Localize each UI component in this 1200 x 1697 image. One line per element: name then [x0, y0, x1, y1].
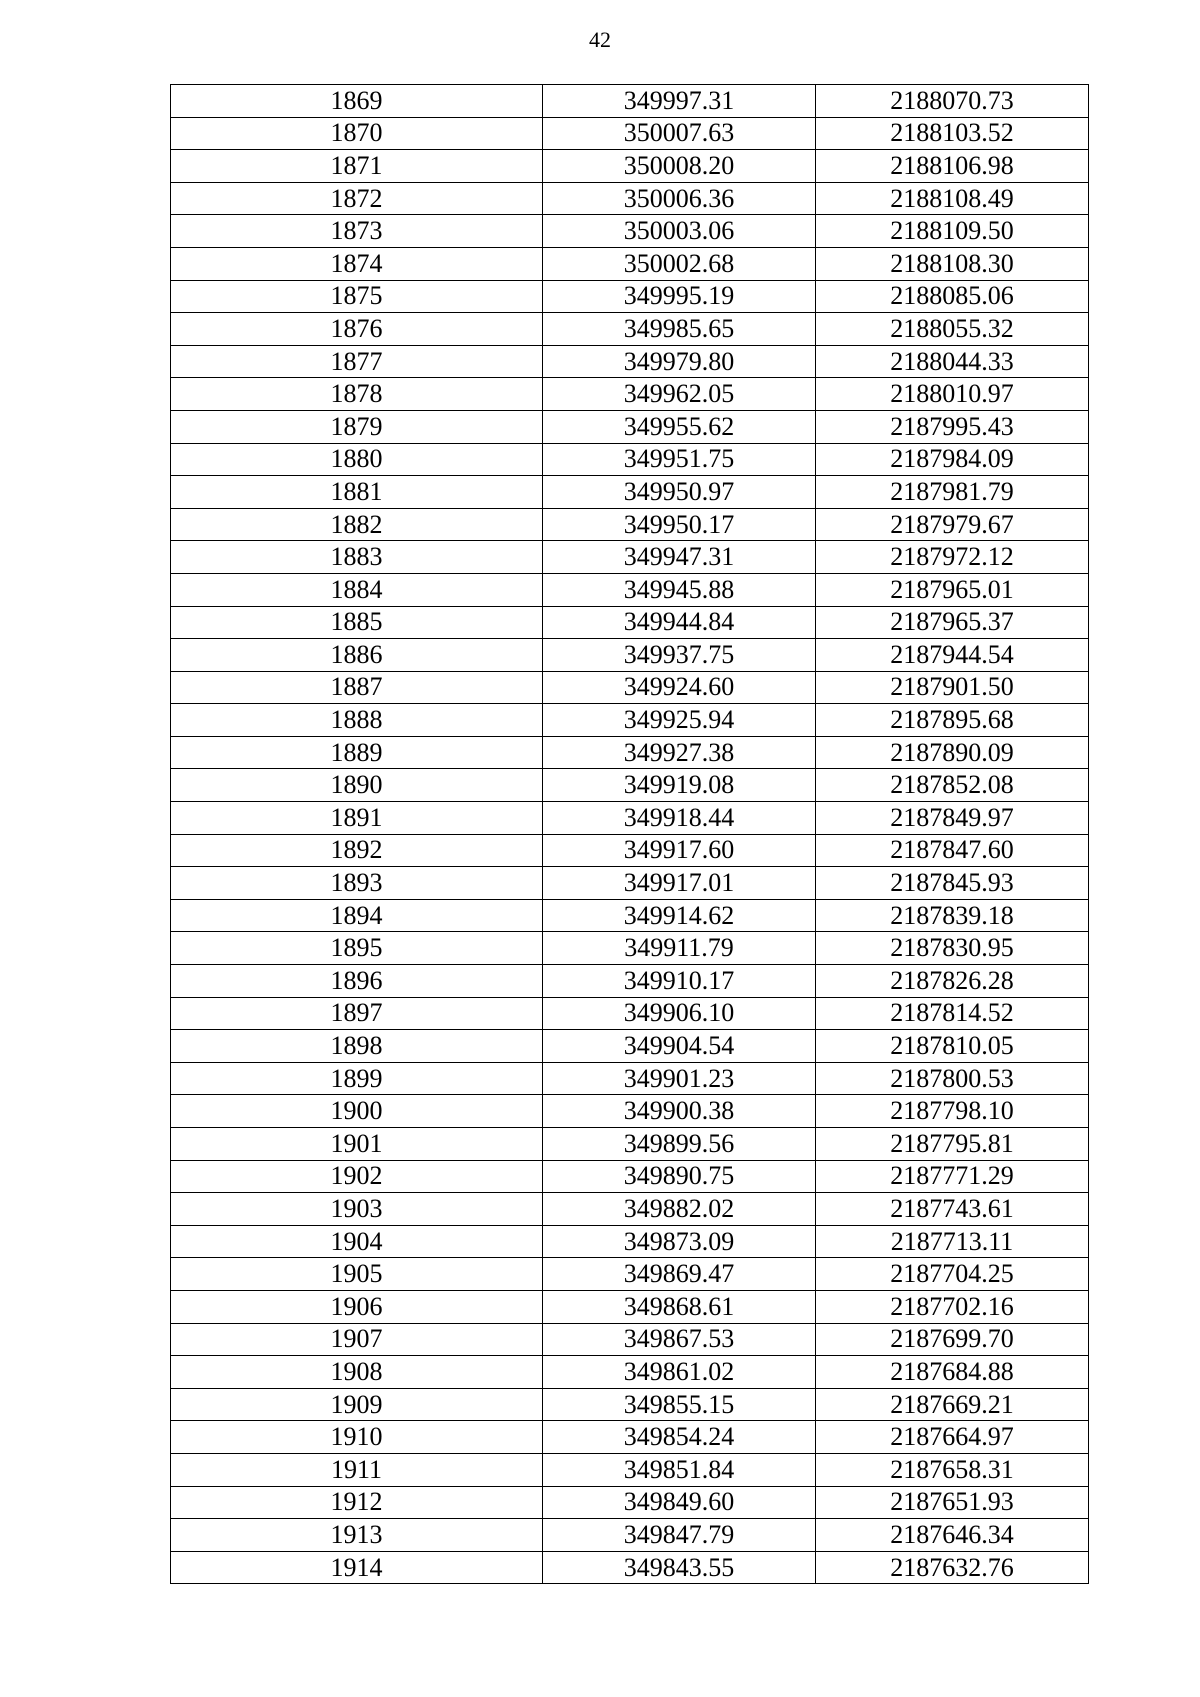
y-coordinate-cell: 2188108.49 [816, 182, 1089, 215]
table-row [171, 932, 1089, 965]
table-row [171, 508, 1089, 541]
y-coordinate-cell: 2187704.25 [816, 1258, 1089, 1291]
table-row [171, 117, 1089, 150]
point-number-cell: 1892 [171, 834, 543, 867]
table-row [171, 1193, 1089, 1226]
table-row [171, 769, 1089, 802]
y-coordinate-cell: 2188055.32 [816, 313, 1089, 346]
table-row [171, 1551, 1089, 1584]
y-coordinate-cell: 2188070.73 [816, 85, 1089, 118]
x-coordinate-cell: 349867.53 [543, 1323, 816, 1356]
table-row [171, 443, 1089, 476]
table-row [171, 1323, 1089, 1356]
coordinates-table [170, 84, 1089, 1584]
point-number-cell: 1897 [171, 997, 543, 1030]
y-coordinate-cell: 2187895.68 [816, 704, 1089, 737]
y-coordinate-cell: 2188085.06 [816, 280, 1089, 313]
point-number-cell: 1902 [171, 1160, 543, 1193]
point-number-cell: 1889 [171, 736, 543, 769]
point-number-cell: 1912 [171, 1486, 543, 1519]
table-row [171, 965, 1089, 998]
y-coordinate-cell: 2187684.88 [816, 1356, 1089, 1389]
point-number-cell: 1876 [171, 313, 543, 346]
x-coordinate-cell: 350008.20 [543, 150, 816, 183]
x-coordinate-cell: 349918.44 [543, 802, 816, 835]
y-coordinate-cell: 2187965.37 [816, 606, 1089, 639]
point-number-cell: 1871 [171, 150, 543, 183]
x-coordinate-cell: 349854.24 [543, 1421, 816, 1454]
y-coordinate-cell: 2187669.21 [816, 1388, 1089, 1421]
y-coordinate-cell: 2187830.95 [816, 932, 1089, 965]
y-coordinate-cell: 2188103.52 [816, 117, 1089, 150]
table-row [171, 639, 1089, 672]
x-coordinate-cell: 349901.23 [543, 1062, 816, 1095]
table-row [171, 1388, 1089, 1421]
point-number-cell: 1888 [171, 704, 543, 737]
y-coordinate-cell: 2187944.54 [816, 639, 1089, 672]
point-number-cell: 1914 [171, 1551, 543, 1584]
y-coordinate-cell: 2187795.81 [816, 1128, 1089, 1161]
y-coordinate-cell: 2188108.30 [816, 247, 1089, 280]
x-coordinate-cell: 349900.38 [543, 1095, 816, 1128]
table-row [171, 1290, 1089, 1323]
y-coordinate-cell: 2187658.31 [816, 1453, 1089, 1486]
point-number-cell: 1869 [171, 85, 543, 118]
coordinates-table-body [171, 85, 1089, 1584]
point-number-cell: 1911 [171, 1453, 543, 1486]
x-coordinate-cell: 349979.80 [543, 345, 816, 378]
point-number-cell: 1880 [171, 443, 543, 476]
point-number-cell: 1913 [171, 1519, 543, 1552]
x-coordinate-cell: 349937.75 [543, 639, 816, 672]
y-coordinate-cell: 2187771.29 [816, 1160, 1089, 1193]
table-row [171, 1486, 1089, 1519]
table-row [171, 867, 1089, 900]
point-number-cell: 1882 [171, 508, 543, 541]
point-number-cell: 1896 [171, 965, 543, 998]
table-row [171, 280, 1089, 313]
x-coordinate-cell: 349910.17 [543, 965, 816, 998]
x-coordinate-cell: 349917.01 [543, 867, 816, 900]
point-number-cell: 1899 [171, 1062, 543, 1095]
table-row [171, 899, 1089, 932]
point-number-cell: 1891 [171, 802, 543, 835]
y-coordinate-cell: 2188044.33 [816, 345, 1089, 378]
y-coordinate-cell: 2188106.98 [816, 150, 1089, 183]
x-coordinate-cell: 350003.06 [543, 215, 816, 248]
x-coordinate-cell: 349843.55 [543, 1551, 816, 1584]
x-coordinate-cell: 349950.17 [543, 508, 816, 541]
y-coordinate-cell: 2187839.18 [816, 899, 1089, 932]
point-number-cell: 1885 [171, 606, 543, 639]
table-row [171, 834, 1089, 867]
table-row [171, 182, 1089, 215]
point-number-cell: 1907 [171, 1323, 543, 1356]
point-number-cell: 1900 [171, 1095, 543, 1128]
x-coordinate-cell: 349925.94 [543, 704, 816, 737]
y-coordinate-cell: 2187849.97 [816, 802, 1089, 835]
x-coordinate-cell: 349914.62 [543, 899, 816, 932]
x-coordinate-cell: 349995.19 [543, 280, 816, 313]
point-number-cell: 1870 [171, 117, 543, 150]
point-number-cell: 1906 [171, 1290, 543, 1323]
point-number-cell: 1893 [171, 867, 543, 900]
y-coordinate-cell: 2187646.34 [816, 1519, 1089, 1552]
y-coordinate-cell: 2187845.93 [816, 867, 1089, 900]
y-coordinate-cell: 2187800.53 [816, 1062, 1089, 1095]
point-number-cell: 1908 [171, 1356, 543, 1389]
table-row [171, 541, 1089, 574]
x-coordinate-cell: 349924.60 [543, 671, 816, 704]
point-number-cell: 1887 [171, 671, 543, 704]
x-coordinate-cell: 349927.38 [543, 736, 816, 769]
table-row [171, 573, 1089, 606]
y-coordinate-cell: 2187972.12 [816, 541, 1089, 574]
point-number-cell: 1879 [171, 410, 543, 443]
table-row [171, 345, 1089, 378]
y-coordinate-cell: 2187847.60 [816, 834, 1089, 867]
y-coordinate-cell: 2187699.70 [816, 1323, 1089, 1356]
y-coordinate-cell: 2187995.43 [816, 410, 1089, 443]
y-coordinate-cell: 2187965.01 [816, 573, 1089, 606]
y-coordinate-cell: 2187826.28 [816, 965, 1089, 998]
x-coordinate-cell: 349861.02 [543, 1356, 816, 1389]
x-coordinate-cell: 349869.47 [543, 1258, 816, 1291]
x-coordinate-cell: 349890.75 [543, 1160, 816, 1193]
point-number-cell: 1881 [171, 476, 543, 509]
table-row [171, 1519, 1089, 1552]
table-row [171, 606, 1089, 639]
x-coordinate-cell: 349944.84 [543, 606, 816, 639]
x-coordinate-cell: 349985.65 [543, 313, 816, 346]
x-coordinate-cell: 349899.56 [543, 1128, 816, 1161]
x-coordinate-cell: 349855.15 [543, 1388, 816, 1421]
point-number-cell: 1909 [171, 1388, 543, 1421]
x-coordinate-cell: 349849.60 [543, 1486, 816, 1519]
y-coordinate-cell: 2187798.10 [816, 1095, 1089, 1128]
table-row [171, 1128, 1089, 1161]
x-coordinate-cell: 349997.31 [543, 85, 816, 118]
y-coordinate-cell: 2187743.61 [816, 1193, 1089, 1226]
x-coordinate-cell: 350007.63 [543, 117, 816, 150]
point-number-cell: 1895 [171, 932, 543, 965]
x-coordinate-cell: 349951.75 [543, 443, 816, 476]
y-coordinate-cell: 2187702.16 [816, 1290, 1089, 1323]
table-row [171, 1030, 1089, 1063]
x-coordinate-cell: 350002.68 [543, 247, 816, 280]
table-row [171, 671, 1089, 704]
x-coordinate-cell: 349882.02 [543, 1193, 816, 1226]
y-coordinate-cell: 2187979.67 [816, 508, 1089, 541]
table-row [171, 378, 1089, 411]
x-coordinate-cell: 349906.10 [543, 997, 816, 1030]
point-number-cell: 1890 [171, 769, 543, 802]
table-row [171, 1095, 1089, 1128]
table-row [171, 476, 1089, 509]
point-number-cell: 1903 [171, 1193, 543, 1226]
point-number-cell: 1894 [171, 899, 543, 932]
table-row [171, 1225, 1089, 1258]
x-coordinate-cell: 349847.79 [543, 1519, 816, 1552]
page-number: 42 [589, 27, 611, 52]
point-number-cell: 1905 [171, 1258, 543, 1291]
point-number-cell: 1886 [171, 639, 543, 672]
y-coordinate-cell: 2187981.79 [816, 476, 1089, 509]
y-coordinate-cell: 2187852.08 [816, 769, 1089, 802]
point-number-cell: 1878 [171, 378, 543, 411]
table-row [171, 1356, 1089, 1389]
table-row [171, 247, 1089, 280]
table-row [171, 1421, 1089, 1454]
table-row [171, 410, 1089, 443]
point-number-cell: 1874 [171, 247, 543, 280]
y-coordinate-cell: 2187890.09 [816, 736, 1089, 769]
point-number-cell: 1883 [171, 541, 543, 574]
x-coordinate-cell: 349947.31 [543, 541, 816, 574]
table-row [171, 1160, 1089, 1193]
point-number-cell: 1877 [171, 345, 543, 378]
table-row [171, 313, 1089, 346]
point-number-cell: 1901 [171, 1128, 543, 1161]
table-row [171, 704, 1089, 737]
y-coordinate-cell: 2187810.05 [816, 1030, 1089, 1063]
y-coordinate-cell: 2187901.50 [816, 671, 1089, 704]
point-number-cell: 1884 [171, 573, 543, 606]
point-number-cell: 1872 [171, 182, 543, 215]
x-coordinate-cell: 349911.79 [543, 932, 816, 965]
y-coordinate-cell: 2187814.52 [816, 997, 1089, 1030]
table-row [171, 215, 1089, 248]
x-coordinate-cell: 349868.61 [543, 1290, 816, 1323]
y-coordinate-cell: 2187632.76 [816, 1551, 1089, 1584]
x-coordinate-cell: 349955.62 [543, 410, 816, 443]
table-row [171, 997, 1089, 1030]
table-row [171, 802, 1089, 835]
y-coordinate-cell: 2187651.93 [816, 1486, 1089, 1519]
table-row [171, 1258, 1089, 1291]
y-coordinate-cell: 2188010.97 [816, 378, 1089, 411]
table-row [171, 1062, 1089, 1095]
point-number-cell: 1904 [171, 1225, 543, 1258]
table-row [171, 150, 1089, 183]
point-number-cell: 1910 [171, 1421, 543, 1454]
point-number-cell: 1898 [171, 1030, 543, 1063]
x-coordinate-cell: 349962.05 [543, 378, 816, 411]
table-row [171, 85, 1089, 118]
x-coordinate-cell: 349873.09 [543, 1225, 816, 1258]
x-coordinate-cell: 349917.60 [543, 834, 816, 867]
x-coordinate-cell: 349950.97 [543, 476, 816, 509]
x-coordinate-cell: 349945.88 [543, 573, 816, 606]
y-coordinate-cell: 2187984.09 [816, 443, 1089, 476]
x-coordinate-cell: 350006.36 [543, 182, 816, 215]
y-coordinate-cell: 2188109.50 [816, 215, 1089, 248]
table-row [171, 736, 1089, 769]
point-number-cell: 1875 [171, 280, 543, 313]
y-coordinate-cell: 2187664.97 [816, 1421, 1089, 1454]
x-coordinate-cell: 349904.54 [543, 1030, 816, 1063]
y-coordinate-cell: 2187713.11 [816, 1225, 1089, 1258]
x-coordinate-cell: 349851.84 [543, 1453, 816, 1486]
table-row [171, 1453, 1089, 1486]
point-number-cell: 1873 [171, 215, 543, 248]
x-coordinate-cell: 349919.08 [543, 769, 816, 802]
